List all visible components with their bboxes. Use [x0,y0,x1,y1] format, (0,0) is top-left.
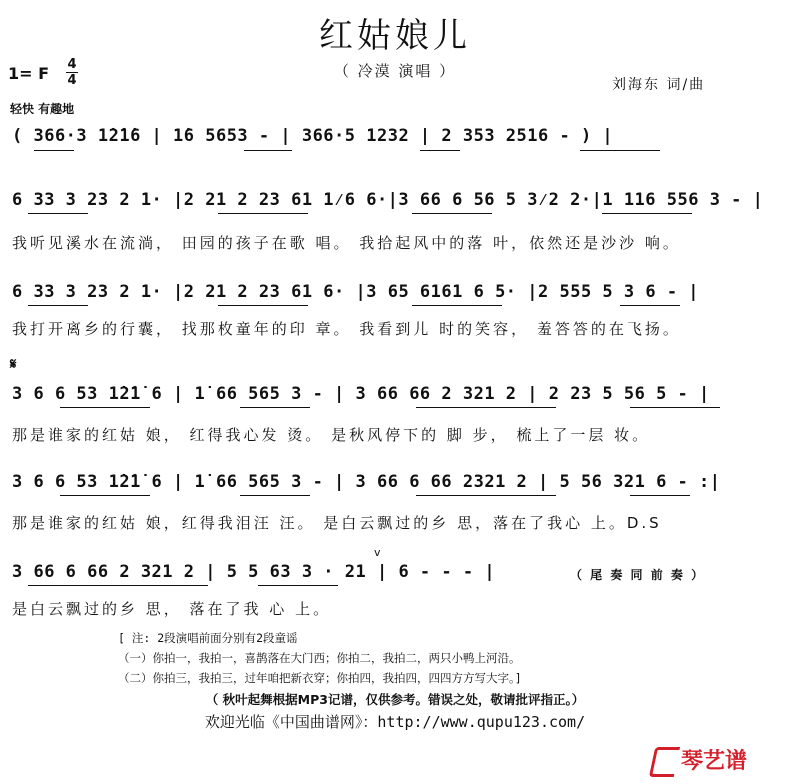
score-line-3-lyrics: 我打开离乡的行囊， 找那枚童年的印 章。 我看到儿 时的笑容， 羞答答的在飞扬。 [12,320,681,338]
beam [28,585,208,586]
beam [240,495,310,496]
beam [412,305,502,306]
beam [240,407,310,408]
logo-text: 琴艺谱 [681,749,748,774]
beam [60,495,150,496]
score-line-6-lyrics: 是白云飘过的乡 思， 落在了我 心 上。 [12,600,332,618]
beam [218,305,308,306]
coda-note: （ 尾 奏 同 前 奏 ） [570,568,706,582]
time-signature [66,58,78,87]
beam [60,407,150,408]
beam [244,150,292,151]
notes-box [118,628,522,688]
score-line-5-lyrics: 那是谁家的红姑 娘，红得我泪汪 汪。 是白云飘过的乡 思，落在了我心 上。D.S [12,514,662,532]
logo-icon [649,747,680,777]
song-title: 红姑娘儿 [319,16,471,56]
beam [28,213,88,214]
score-line-4-notes: 3 6 6 53 1̇2̇1̇ 6 | 1̇ 66 565 3 - | 3 66 66 2 321 2 | 2 23 5 56 5 - | [12,384,710,404]
beam [28,305,88,306]
score-line-1-notes: ( 366·3 1̇2̇1̇6 | 1̇6 5653 - | 366·5 1232 | 2 353 2516 - ) | [12,126,614,146]
beam [620,305,680,306]
beam [34,150,74,151]
beam [258,585,338,586]
score-line-6-notes: 3 66 6 66 2 321 2 | 5 5 63 3 · 21 | 6 - - - | [12,562,496,582]
beam [416,495,556,496]
score-line-5-notes: 3 6 6 53 1̇2̇1̇ 6 | 1̇ 66 565 3 - | 3 66 6 66 2321 2 | 5 56 321 6 - :| [12,472,721,492]
transcriber-credit: （ 秋叶起舞根据MP3记谱，仅供参考。错误之处，敬请批评指正。） [205,692,585,707]
beam [420,150,460,151]
composer-credit: 刘海东 词/曲 [612,77,706,93]
score-line-2-lyrics: 我听见溪水在流淌， 田园的孩子在歌 唱。 我拾起风中的落 叶，依然还是沙沙 响。 [12,234,681,252]
tempo-marking: 轻快 有趣地 [10,102,75,116]
beam [602,213,692,214]
note-heading: [ 注: 2段演唱前面分别有2段童谣 [118,631,298,645]
singer-subtitle: （ 冷漠 演唱 ） [333,62,457,80]
site-logo [652,744,747,777]
beam [218,213,308,214]
website-line: 欢迎光临《中国曲谱网》：http://www.qupu123.com/ [204,713,586,731]
beam [630,407,720,408]
note-verse-1: （一）你拍一，我拍一，喜鹊落在大门西；你拍二，我拍二，两只小鸭上河沿。 [118,651,521,665]
score-line-2-notes: 6 33 3 23 2 1· |2 21 2 23 61 1⁄6 6·|3 66 6 56 5 3⁄2 2·|1 116 556 3 - | [12,190,764,210]
beam [630,495,690,496]
note-verse-2: （二）你拍三，我拍三，过年咱把新衣穿；你拍四，我拍四，四四方方写大字。] [118,671,522,685]
beam [580,150,660,151]
breath-mark: v [374,546,381,559]
score-line-3-notes: 6 33 3 23 2 1· |2 21 2 23 61 6· |3 65 6161 6 5· |2 555 5 3 6 - | [12,282,700,302]
time-numerator: 4 [67,57,77,72]
key-signature: 1= F [8,64,50,83]
beam [416,407,556,408]
beam [412,213,492,214]
score-line-4-lyrics: 那是谁家的红姑 娘， 红得我心发 烫。 是秋风停下的 脚 步， 梳上了一层 妆。 [12,426,651,444]
segno-sign: 𝄋 [10,355,17,373]
time-denominator: 4 [67,73,77,88]
